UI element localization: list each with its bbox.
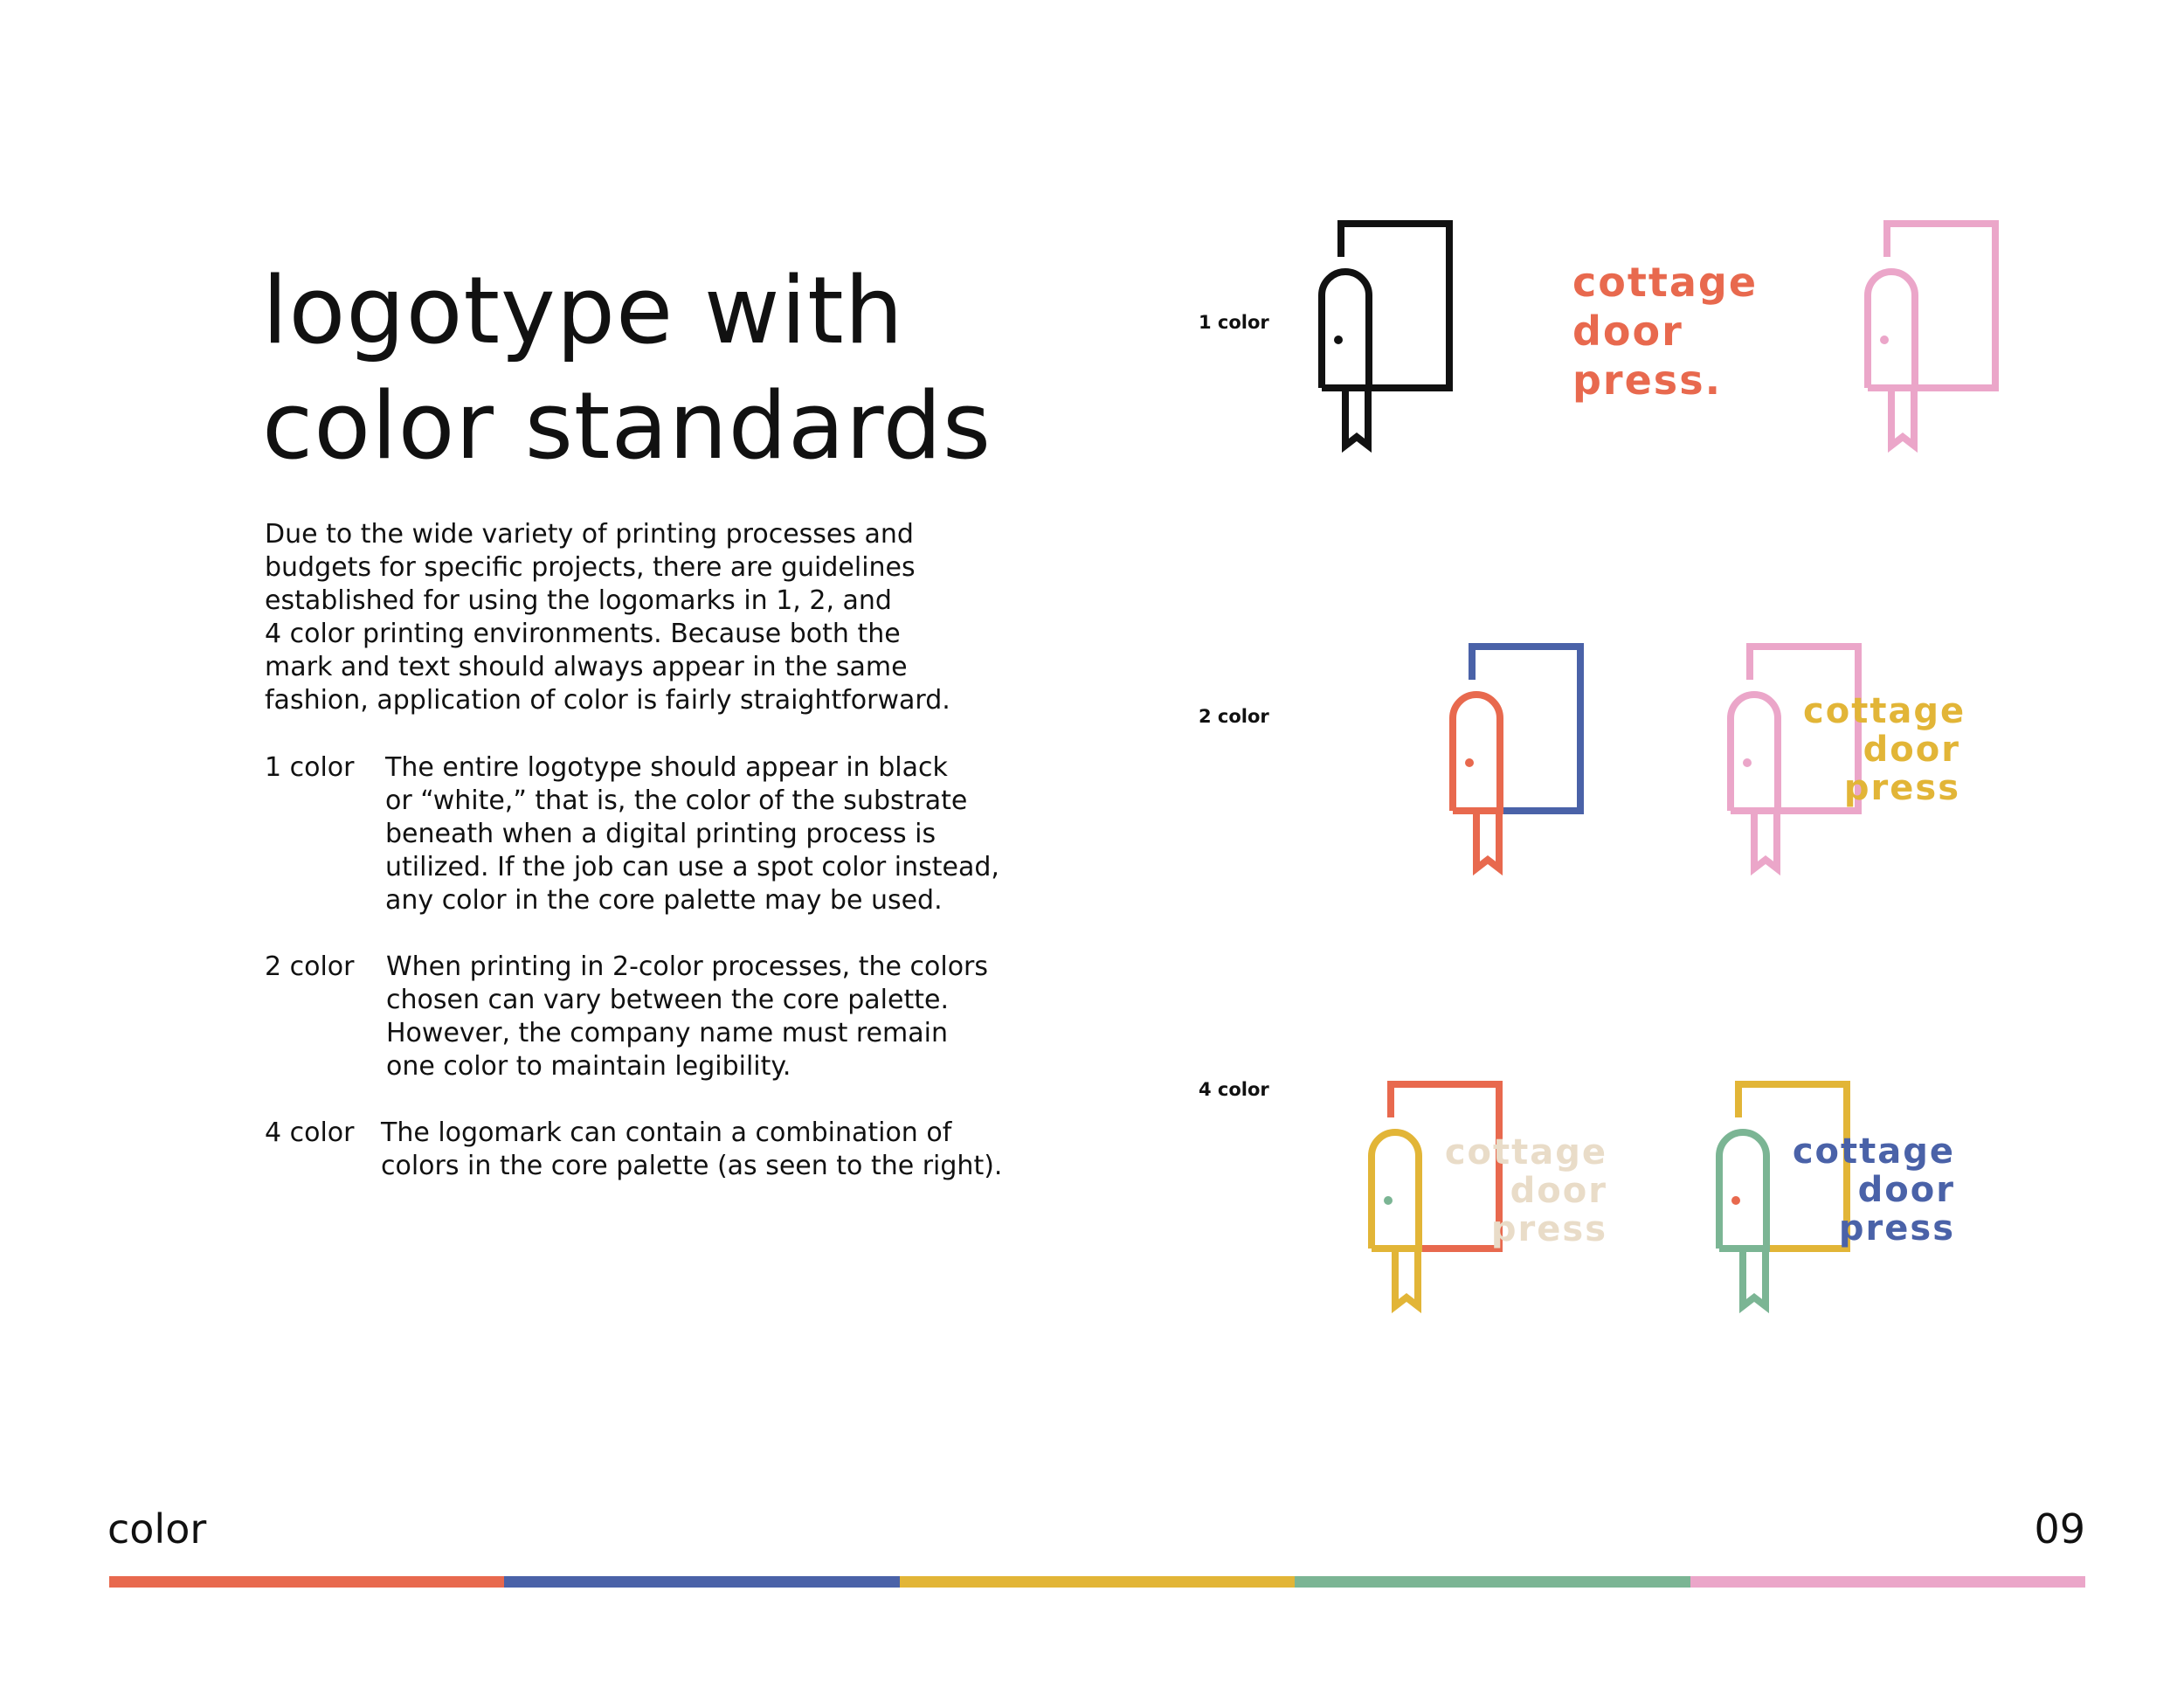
definition-term: 1 color <box>265 752 355 783</box>
definition-line: one color to maintain legibility. <box>386 1051 791 1082</box>
definition-description <box>386 951 988 1083</box>
wordmark-coral <box>1572 258 1758 405</box>
definition-term: 4 color <box>265 1117 355 1148</box>
wordmark-word: press <box>1838 1208 1955 1249</box>
definition-line: The entire logotype should appear in black <box>385 752 948 783</box>
wordmark-word: press. <box>1572 356 1723 404</box>
palette-swatch-green <box>1295 1576 1690 1588</box>
palette-swatch-yellow <box>900 1576 1295 1588</box>
title-line-1: logotype with <box>262 257 904 364</box>
mark-frame <box>1341 224 1449 388</box>
definition-line: When printing in 2-color processes, the colors <box>386 951 989 982</box>
intro-paragraph <box>265 518 1016 717</box>
intro-line: Due to the wide variety of printing processes and <box>265 519 914 550</box>
definition-description <box>381 1117 1002 1183</box>
mark-door <box>1322 272 1369 388</box>
palette-bar <box>109 1576 2085 1588</box>
definition-line: The logomark can contain a combination of <box>381 1117 952 1148</box>
section-label: color <box>107 1505 207 1553</box>
palette-swatch-blue <box>504 1576 899 1588</box>
title-line-2: color standards <box>262 372 992 480</box>
wordmark-cream <box>1433 1133 1607 1249</box>
intro-line: mark and text should always appear in the same <box>265 652 908 682</box>
wordmark-word: door <box>1572 308 1683 355</box>
intro-line: fashion, application of color is fairly straightforward. <box>265 685 950 716</box>
wordmark-blue <box>1780 1132 1955 1248</box>
definition-description <box>385 751 999 917</box>
definition-line: utilized. If the job can use a spot color instead, <box>385 852 999 882</box>
intro-line: established for using the logomarks in 1, 2, and <box>265 585 892 616</box>
definition-line: or “white,” that is, the color of the substrate <box>385 785 968 816</box>
logomark-pink-icon <box>1856 218 2014 463</box>
definition-line: However, the company name must remain <box>386 1018 948 1048</box>
page-title <box>262 253 992 484</box>
wordmark-word: press <box>1843 768 1960 808</box>
logomark-two-color-icon <box>1441 641 1599 886</box>
wordmark-word: door <box>1510 1171 1607 1211</box>
intro-line: 4 color printing environments. Because both the <box>265 619 901 649</box>
definition-line: beneath when a digital printing process is <box>385 819 936 849</box>
mark-ribbon <box>1345 388 1368 446</box>
palette-swatch-pink <box>1690 1576 2085 1588</box>
wordmark-word: cottage <box>1572 259 1759 306</box>
row-label-4-color: 4 color <box>1199 1079 1269 1100</box>
definition-line: any color in the core palette may be used. <box>385 885 943 916</box>
wordmark-word: door <box>1857 1170 1955 1210</box>
wordmark-word: cottage <box>1792 1131 1955 1172</box>
row-label-1-color: 1 color <box>1199 312 1269 333</box>
wordmark-word: cottage <box>1803 691 1966 731</box>
wordmark-yellow <box>1803 691 1966 808</box>
logomark-black-icon <box>1310 218 1468 463</box>
definition-line: colors in the core palette (as seen to the right). <box>381 1151 1003 1181</box>
wordmark-word: press <box>1490 1209 1607 1249</box>
wordmark-word: door <box>1863 730 1960 770</box>
definition-term: 2 color <box>265 951 355 982</box>
mark-knob <box>1334 336 1343 344</box>
definition-line: chosen can vary between the core palette. <box>386 985 949 1015</box>
palette-swatch-coral <box>109 1576 504 1588</box>
intro-line: budgets for specific projects, there are guidelines <box>265 552 916 583</box>
row-label-2-color: 2 color <box>1199 706 1269 727</box>
wordmark-word: cottage <box>1444 1132 1607 1173</box>
page-number: 09 <box>2034 1505 2085 1553</box>
